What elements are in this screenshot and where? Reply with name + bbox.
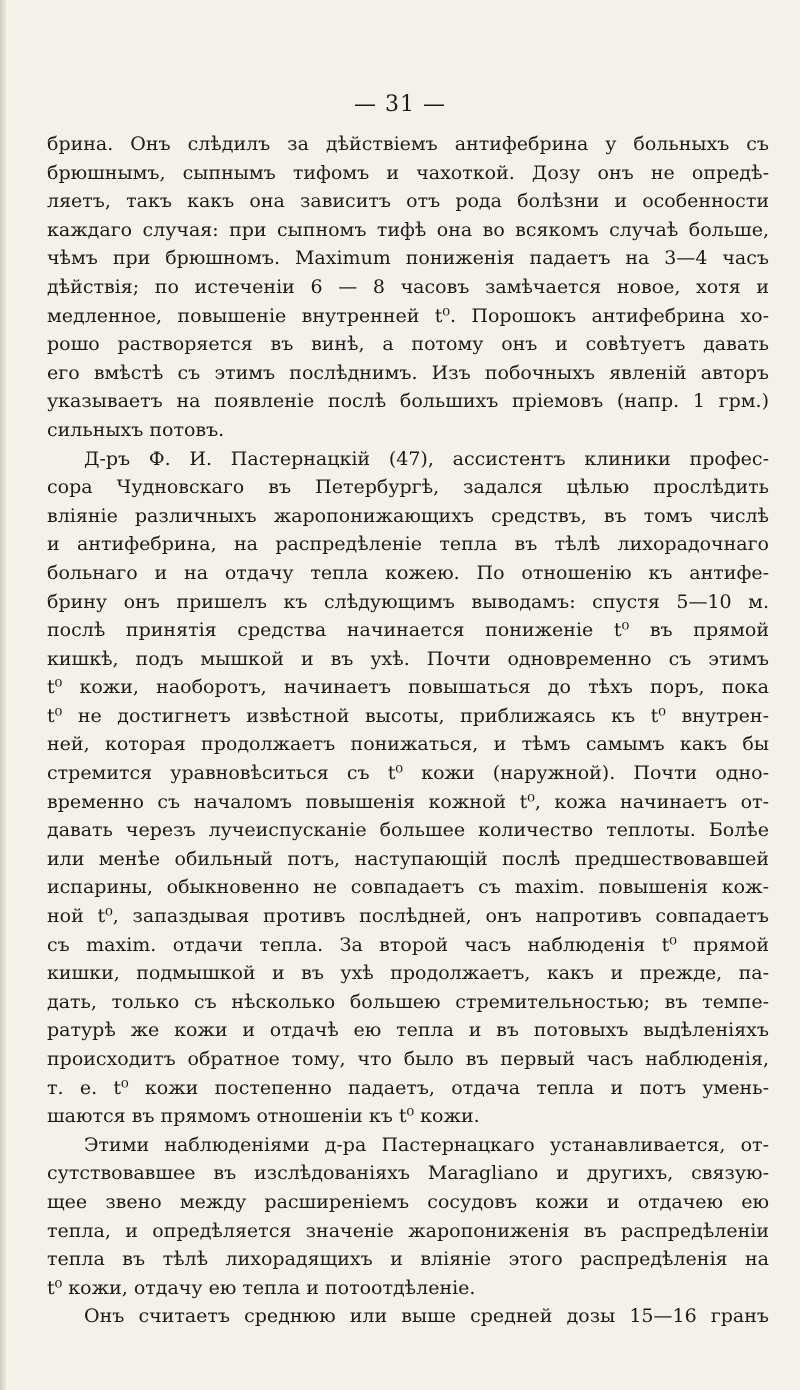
text-line: щее звено между расширеніемъ сосудовъ кожи и отдачею ею	[47, 1190, 769, 1213]
text-line: сутствовавшее въ изслѣдованіяхъ Maragliano и другихъ, связую-	[47, 1162, 769, 1185]
text-line: испарины, обыкновенно не совпадаетъ съ maxim. повышенія кож-	[47, 876, 769, 899]
text-line: брина. Онъ слѣдилъ за дѣйствіемъ антифебрина у больныхъ съ	[47, 133, 769, 155]
text-line: ней, которая продолжаетъ понижаться, и тѣмъ самымъ какъ бы	[47, 733, 769, 756]
text-line: съ maxim. отдачи тепла. За второй часъ наблюденія t⁰ прямой	[47, 933, 769, 956]
page-edge-shadow	[0, 0, 6, 1390]
text-line: t⁰ не достигнетъ извѣстной высоты, приближаясь къ t⁰ внутрен-	[47, 704, 769, 727]
text-line: указываетъ на появленіе послѣ большихъ пріемовъ (напр. 1 грм.)	[47, 390, 769, 413]
text-line: его вмѣстѣ съ этимъ послѣднимъ. Изъ побочныхъ явленій авторъ	[47, 361, 769, 384]
text-line: брюшнымъ, сыпнымъ тифомъ и чахоткой. Дозу онъ не опредѣ-	[47, 161, 769, 184]
text-line: шаются въ прямомъ отношеніи къ t⁰ кожи.	[47, 1105, 480, 1128]
text-line: вліяніе различныхъ жаропонижающихъ средствъ, въ томъ числѣ	[47, 504, 769, 527]
text-line: кишки, подмышкой и въ ухѣ продолжаетъ, какъ и прежде, па-	[47, 962, 769, 985]
text-line: дѣйствія; по истеченіи 6 — 8 часовъ замѣчается новое, хотя и	[47, 275, 769, 298]
text-line: стремится уравновѣситься съ t⁰ кожи (наружной). Почти одно-	[47, 762, 769, 785]
text-line: рошо растворяется въ винѣ, а потому онъ и совѣтуетъ давать	[47, 333, 769, 356]
text-line: Этими наблюденіями д-ра Пастернацкаго устанавливается, от-	[84, 1133, 769, 1156]
text-line: тепла въ тѣлѣ лихорадящихъ и вліяніе этого распредѣленія на	[47, 1248, 769, 1271]
text-line: брину онъ пришелъ къ слѣдующимъ выводамъ: спустя 5—10 м.	[47, 590, 769, 613]
text-line: дать, только съ нѣсколько большею стремительностью; въ темпе-	[47, 990, 769, 1013]
text-line: кишкѣ, подъ мышкой и въ ухѣ. Почти одновременно съ этимъ	[47, 647, 769, 670]
text-line: временно съ началомъ повышенія кожной t⁰, кожа начинаетъ от-	[47, 790, 769, 813]
page-number: — 31 —	[354, 92, 446, 117]
text-line: т. е. t⁰ кожи постепенно падаетъ, отдача тепла и потъ умень-	[47, 1076, 769, 1099]
text-line: t⁰ кожи, отдачу ею тепла и потоотдѣленіе.	[47, 1276, 476, 1299]
text-line: ратурѣ же кожи и отдачѣ ею тепла и въ потовыхъ выдѣленіяхъ	[47, 1019, 769, 1042]
text-line: чѣмъ при брюшномъ. Maximum пониженія падаетъ на 3—4 часъ	[47, 247, 769, 270]
text-line: или менѣе обильный потъ, наступающій послѣ предшествовавшей	[47, 847, 769, 870]
text-line: сора Чудновскаго въ Петербургѣ, задался цѣлью прослѣдить	[47, 476, 769, 499]
text-line: ляетъ, такъ какъ она зависитъ отъ рода болѣзни и особенности	[47, 190, 769, 213]
text-line: Д-ръ Ф. И. Пастернацкій (47), ассистентъ клиники профес-	[84, 447, 769, 470]
text-line: больнаго и на отдачу тепла кожею. По отношенію къ антифе-	[47, 561, 769, 584]
text-line: t⁰ кожи, наоборотъ, начинаетъ повышаться до тѣхъ поръ, пока	[47, 676, 769, 699]
text-line: тепла, и опредѣляется значеніе жаропониженія въ распредѣленіи	[47, 1219, 769, 1242]
text-line: медленное, повышеніе внутренней t⁰. Порошокъ антифебрина хо-	[47, 304, 769, 327]
text-line: происходитъ обратное тому, что было въ первый часъ наблюденія,	[47, 1048, 769, 1070]
text-line: давать черезъ лучеиспусканіе большее количество теплоты. Болѣе	[47, 819, 769, 842]
text-line: ной t⁰, запаздывая противъ послѣдней, онъ напротивъ совпадаетъ	[47, 905, 769, 928]
text-line: Онъ считаетъ среднюю или выше средней дозы 15—16 гранъ	[84, 1305, 769, 1328]
text-line: и антифебрина, на распредѣленіе тепла въ тѣлѣ лихорадочнаго	[47, 533, 769, 556]
body-text	[47, 130, 769, 1331]
text-line: послѣ принятія средства начинается пониженіе t⁰ въ прямой	[47, 619, 769, 642]
text-line: каждаго случая: при сыпномъ тифѣ она во всякомъ случаѣ больше,	[47, 218, 769, 241]
text-line: сильныхъ потовъ.	[47, 418, 225, 441]
